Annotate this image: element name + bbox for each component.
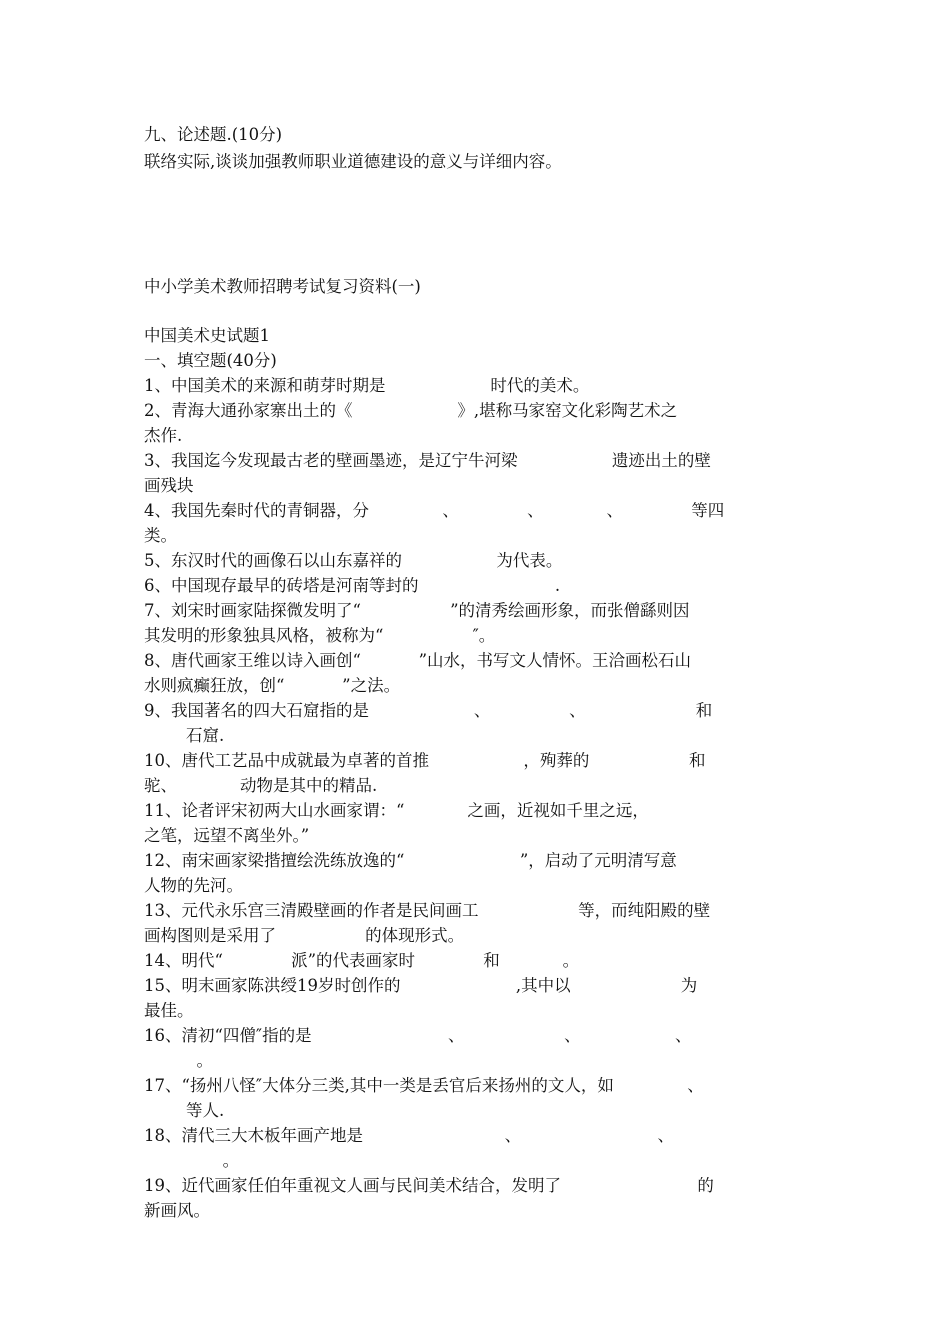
question-line: 其发明的形象独具风格，被称为“ ″。 [144,626,496,645]
question-line: 16、清初“四僧″指的是 、 、 、 [144,1026,692,1045]
question-line: 石窟. [144,726,225,745]
document-subtitle: 中国美术史试题1 [144,326,270,345]
question-line: 2、青海大通孙家寨出土的《 》,堪称马家窑文化彩陶艺术之 [144,401,678,420]
question-line: 17、“扬州八怪″大体分三类,其中一类是丢官后来扬州的文人，如 、 [144,1076,704,1095]
question-line: 12、南宋画家梁揩擅绘洗练放逸的“ ”，启动了元明清写意 [144,851,677,870]
question-line: 新画风。 [144,1201,210,1220]
question-line: 画残块 [144,476,194,495]
part-1-heading: 一、填空题(40分) [144,351,277,370]
section-9-heading: 九、论述题.(10分) [144,125,283,144]
question-line: 之笔，远望不离坐外。” [144,826,310,845]
question-line: 8、唐代画家王维以诗入画创“ ”山水，书写文人情怀。王洽画松石山 [144,651,692,670]
question-line: 杰作. [144,426,183,445]
question-line: 4、我国先秦时代的青铜器，分 、 、 、 等四 [144,501,725,520]
question-line: 19、近代画家任伯年重视文人画与民间美术结合，发明了 的 [144,1176,714,1195]
question-line: 13、元代永乐宫三清殿壁画的作者是民间画工 等，而纯阳殿的壁 [144,901,711,920]
question-line: 14、明代“ 派”的代表画家时 和 。 [144,951,580,970]
question-line: 画构图则是采用了 的体现形式。 [144,926,465,945]
question-line: 1、中国美术的来源和萌芽时期是 时代的美术。 [144,376,590,395]
question-line: 等人. [144,1101,225,1120]
document-title: 中小学美术教师招聘考试复习资料(一) [144,277,421,296]
question-line: 水则疯癫狂放，创“ ”之法。 [144,676,401,695]
question-line: 9、我国著名的四大石窟指的是 、 、 和 [144,701,713,720]
question-line: 18、清代三大木板年画产地是 、 、 [144,1126,674,1145]
question-line: 7、刘宋时画家陆探微发明了“ ”的清秀绘画形象，而张僧繇则因 [144,601,690,620]
question-line: 。 [144,1151,240,1170]
question-line: 驼、 动物是其中的精品. [144,776,378,795]
question-line: 15、明末画家陈洪绶19岁时创作的 ,其中以 为 [144,976,698,995]
question-line: 3、我国迄今发现最古老的壁画墨迹，是辽宁牛河梁 遗迹出土的壁 [144,451,711,470]
question-line: 10、唐代工艺品中成就最为卓著的首推 ，殉葬的 和 [144,751,706,770]
question-line: 11、论者评宋初两大山水画家谓：“ 之画，近视如千里之远， [144,801,649,820]
question-line: 6、中国现存最早的砖塔是河南等封的 . [144,576,561,595]
question-line: 。 [144,1051,213,1070]
section-9-prompt: 联络实际,谈谈加强教师职业道德建设的意义与详细内容。 [144,152,562,171]
question-line: 最佳。 [144,1001,194,1020]
question-line: 5、东汉时代的画像石以山东嘉祥的 为代表。 [144,551,563,570]
question-line: 类。 [144,526,177,545]
question-line: 人物的先河。 [144,876,243,895]
